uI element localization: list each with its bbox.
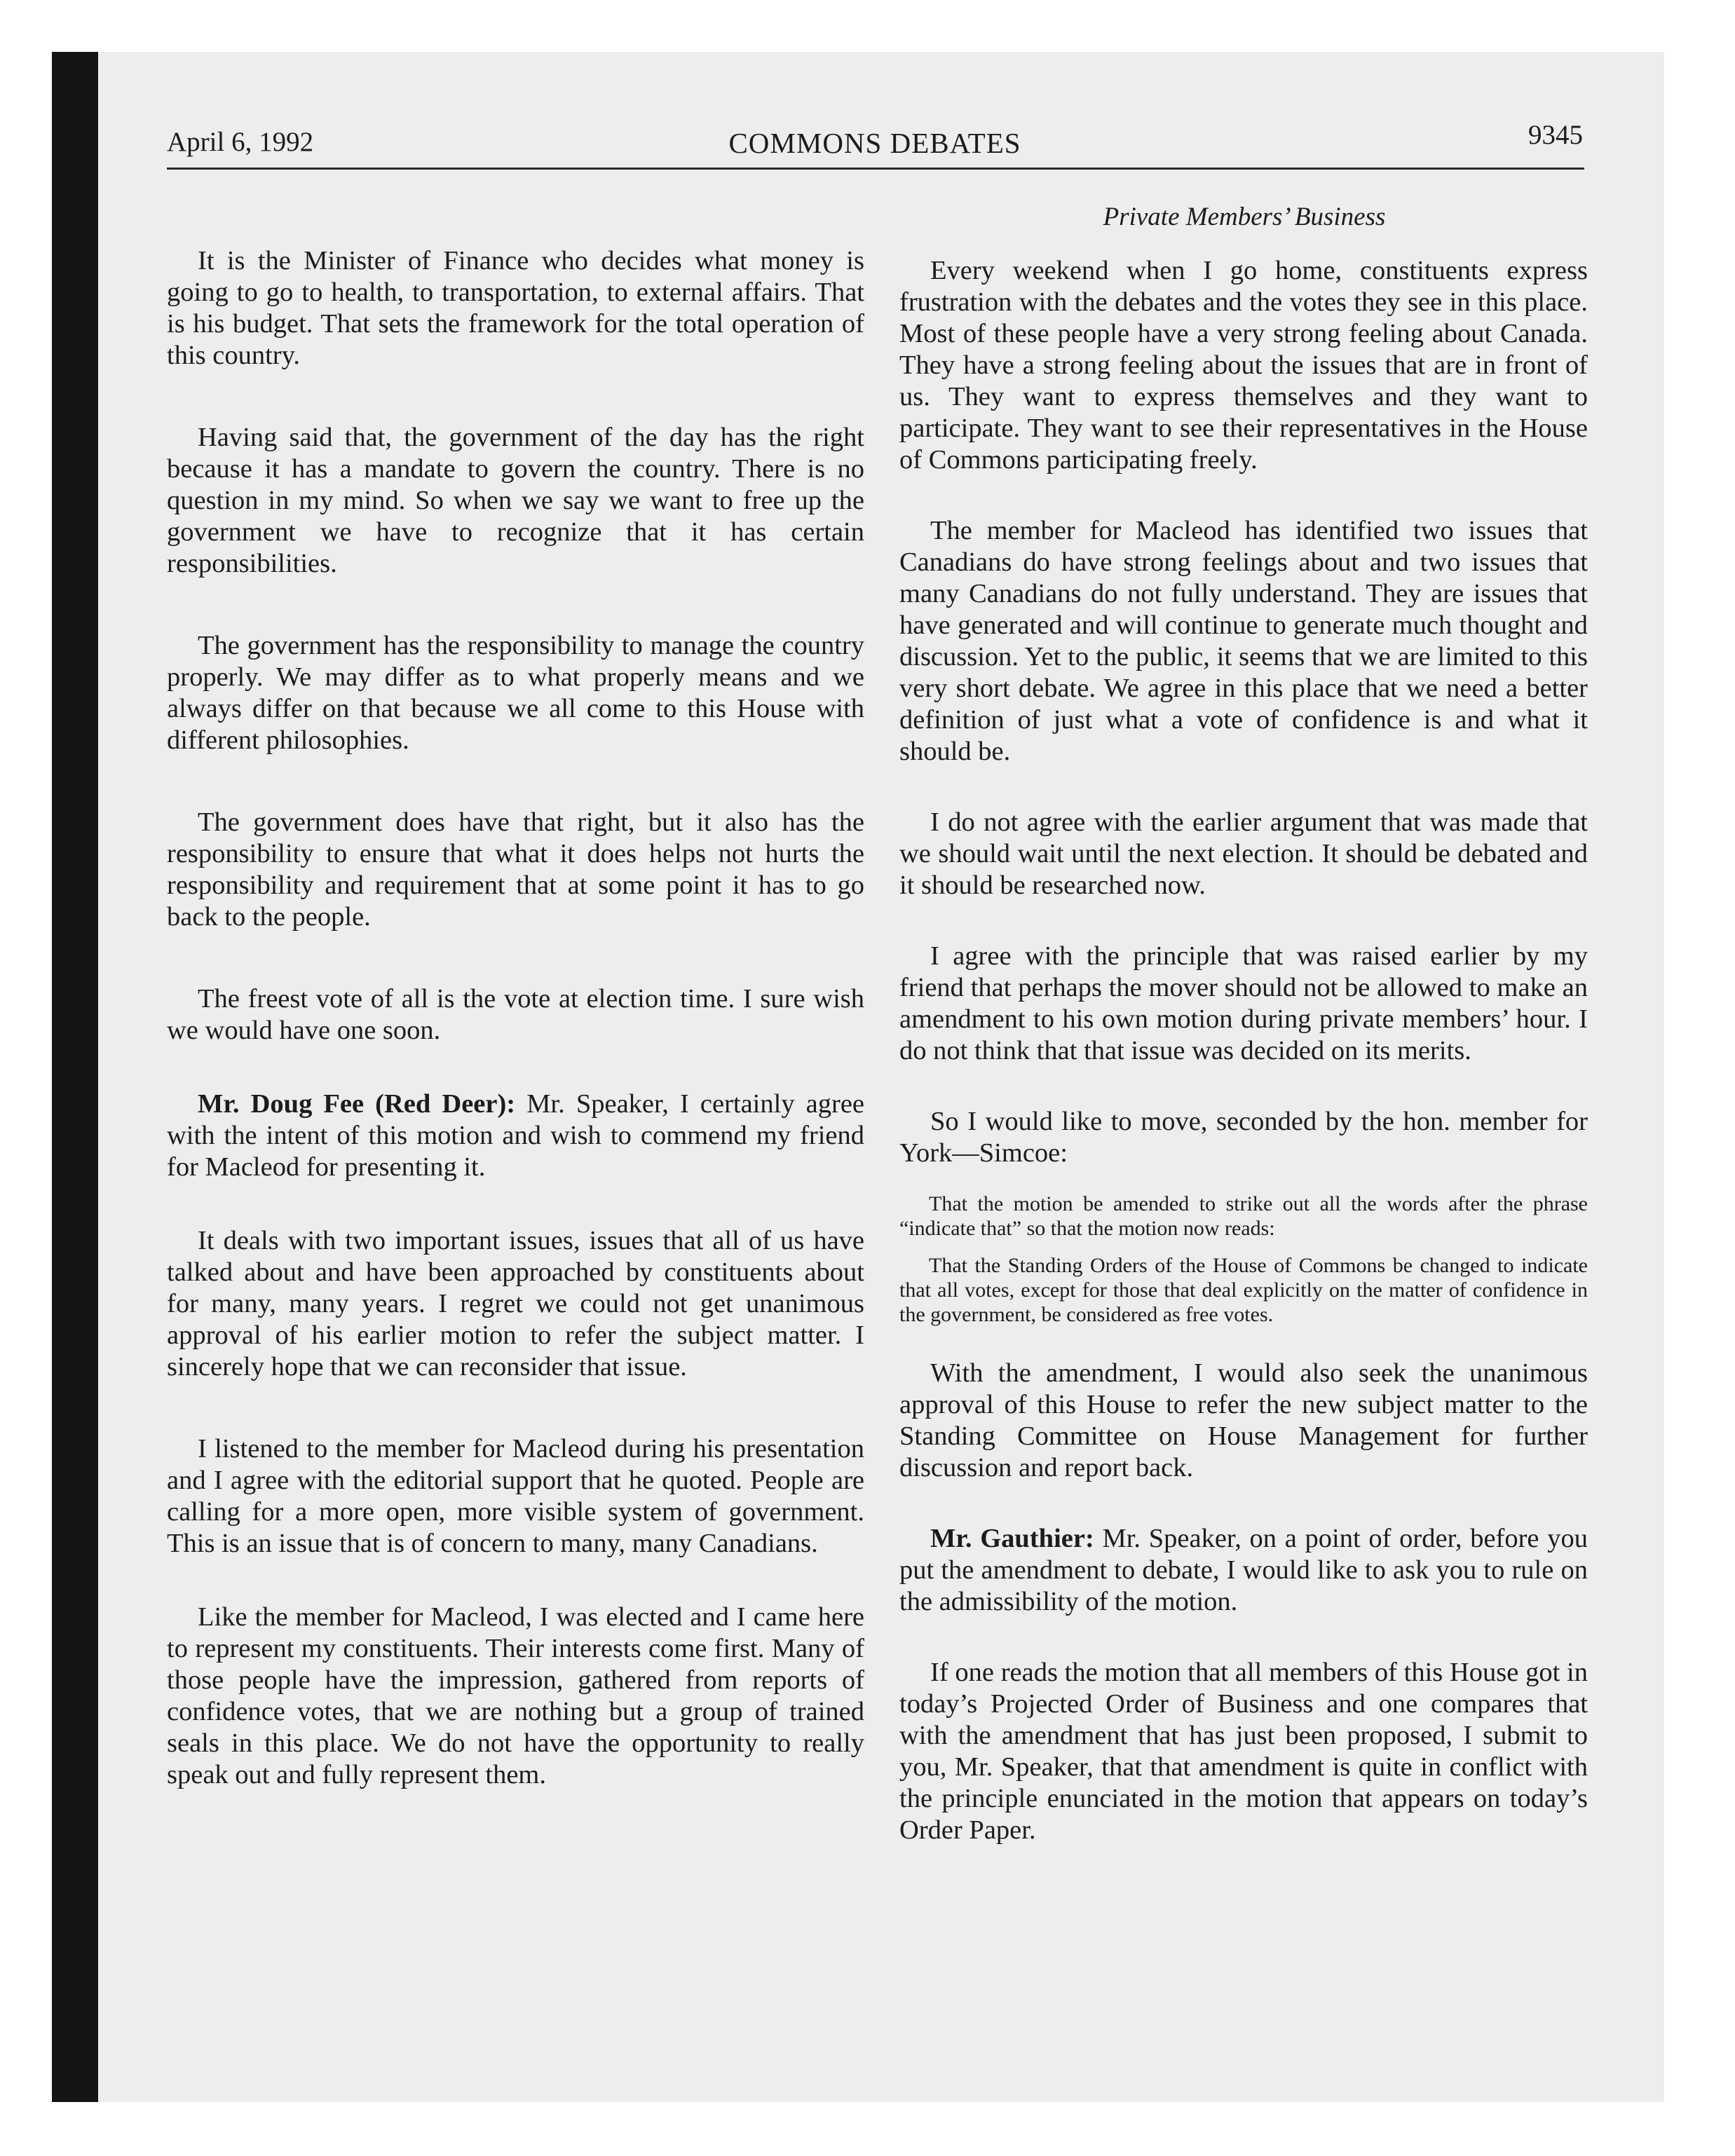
paragraph: I agree with the principle that was raised earlier by my friend that perhaps the mover should not be allowed to make an amendment to his own motion during private members’ hour. I do not think that that issue was decided on its merits. <box>899 941 1588 1065</box>
right-column <box>899 255 1588 1885</box>
paragraph: It deals with two important issues, issues that all of us have talked about and have been approached by constituents about for many, many years. I regret we could not get unanimous approval of his earlier motion to refer the subject matter. I sincerely hope that we can reconsider that issue. <box>167 1226 864 1381</box>
speech-paragraph <box>899 1523 1588 1618</box>
left-column <box>167 245 864 1841</box>
paragraph: I do not agree with the earlier argument that was made that we should wait until the next election. It should be debated and it should be researched now. <box>899 807 1588 900</box>
header-rule <box>167 168 1584 170</box>
paragraph: The freest vote of all is the vote at election time. I sure wish we would have one soon. <box>167 984 864 1045</box>
section-title: Private Members’ Business <box>1103 203 1386 231</box>
paragraph: If one reads the motion that all members of this House got in today’s Projected Order of Business and one compares that with the amendment that has just been proposed, I submit to you, Mr. Speaker, that that amendment is quite in conflict with the principle enunciated in the motion that appears on today’s Order Paper. <box>899 1658 1588 1845</box>
page-header <box>167 119 1583 175</box>
paragraph: I listened to the member for Macleod during his presentation and I agree with the editorial support that he quoted. People are calling for a more open, more visible system of government. This is an issue that is of concern to many, many Canadians. <box>167 1434 864 1558</box>
speech-paragraph <box>167 1089 864 1183</box>
paragraph: It is the Minister of Finance who decides what money is going to go to health, to transportation, to external affairs. That is his budget. That sets the framework for the total operation of this country. <box>167 246 864 370</box>
paragraph: The member for Macleod has identified two issues that Canadians do have strong feelings about and two issues that many Canadians do not fully understand. They are issues that have generated and will continue to generate much thought and discussion. Yet to the public, it seems that we are limited to this very short debate. We agree in this place that we need a better definition of just what a vote of confidence is and what it should be. <box>899 516 1588 766</box>
paragraph: So I would like to move, seconded by the hon. member for York—Simcoe: <box>899 1107 1588 1168</box>
motion-quote: That the Standing Orders of the House of Commons be changed to indicate that all votes, except for those that deal explicitly on the matter of confidence in the government, be considered as free votes. <box>899 1254 1588 1326</box>
speaker-name: Mr. Gauthier: <box>930 1524 1094 1553</box>
speaker-name: Mr. Doug Fee (Red Deer): <box>198 1089 516 1119</box>
speech-text: Mr. Speaker, I certainly agree with the intent of this motion and wish to commend my friend for Macleod for presenting it. <box>167 1089 865 1182</box>
paragraph: The government does have that right, but it also has the responsibility to ensure that what it does helps not hurts the responsibility and requirement that at some point it has to go back to the people. <box>167 807 864 932</box>
paragraph: Every weekend when I go home, constituents express frustration with the debates and the votes they see in this place. Most of these people have a very strong feeling about Canada. They have a strong feeling about the issues that are in front of us. They want to express themselves and they want to participate. They want to see their representatives in the House of Commons participating freely. <box>899 256 1588 475</box>
header-title: COMMONS DEBATES <box>728 127 1021 159</box>
paragraph: Like the member for Macleod, I was elected and I came here to represent my constituents. Their interests come first. Many of those people have the impression, gathered from reports of confidence votes, that we are nothing but a group of trained seals in this place. We do not have the opportunity to really speak out and fully represent them. <box>167 1602 864 1789</box>
paragraph: The government has the responsibility to manage the country properly. We may differ as to what properly means and we always differ on that because we all come to this House with different philosophies. <box>167 631 864 755</box>
speech-text: Mr. Speaker, on a point of order, before you put the amendment to debate, I would like to ask you to rule on the admissibility of the motion. <box>899 1524 1588 1616</box>
paragraph: Having said that, the government of the day has the right because it has a mandate to govern the country. There is no question in my mind. So when we say we want to free up the government we have to recognize that it has certain responsibilities. <box>167 423 864 578</box>
header-date: April 6, 1992 <box>167 127 314 157</box>
scan-binding-edge <box>52 52 98 2102</box>
paragraph: With the amendment, I would also seek the unanimous approval of this House to refer the new subject matter to the Standing Committee on House Management for further discussion and report back. <box>899 1358 1588 1482</box>
motion-quote: That the motion be amended to strike out all the words after the phrase “indicate that” so that the motion now reads: <box>899 1192 1588 1240</box>
page-number: 9345 <box>1528 120 1583 150</box>
